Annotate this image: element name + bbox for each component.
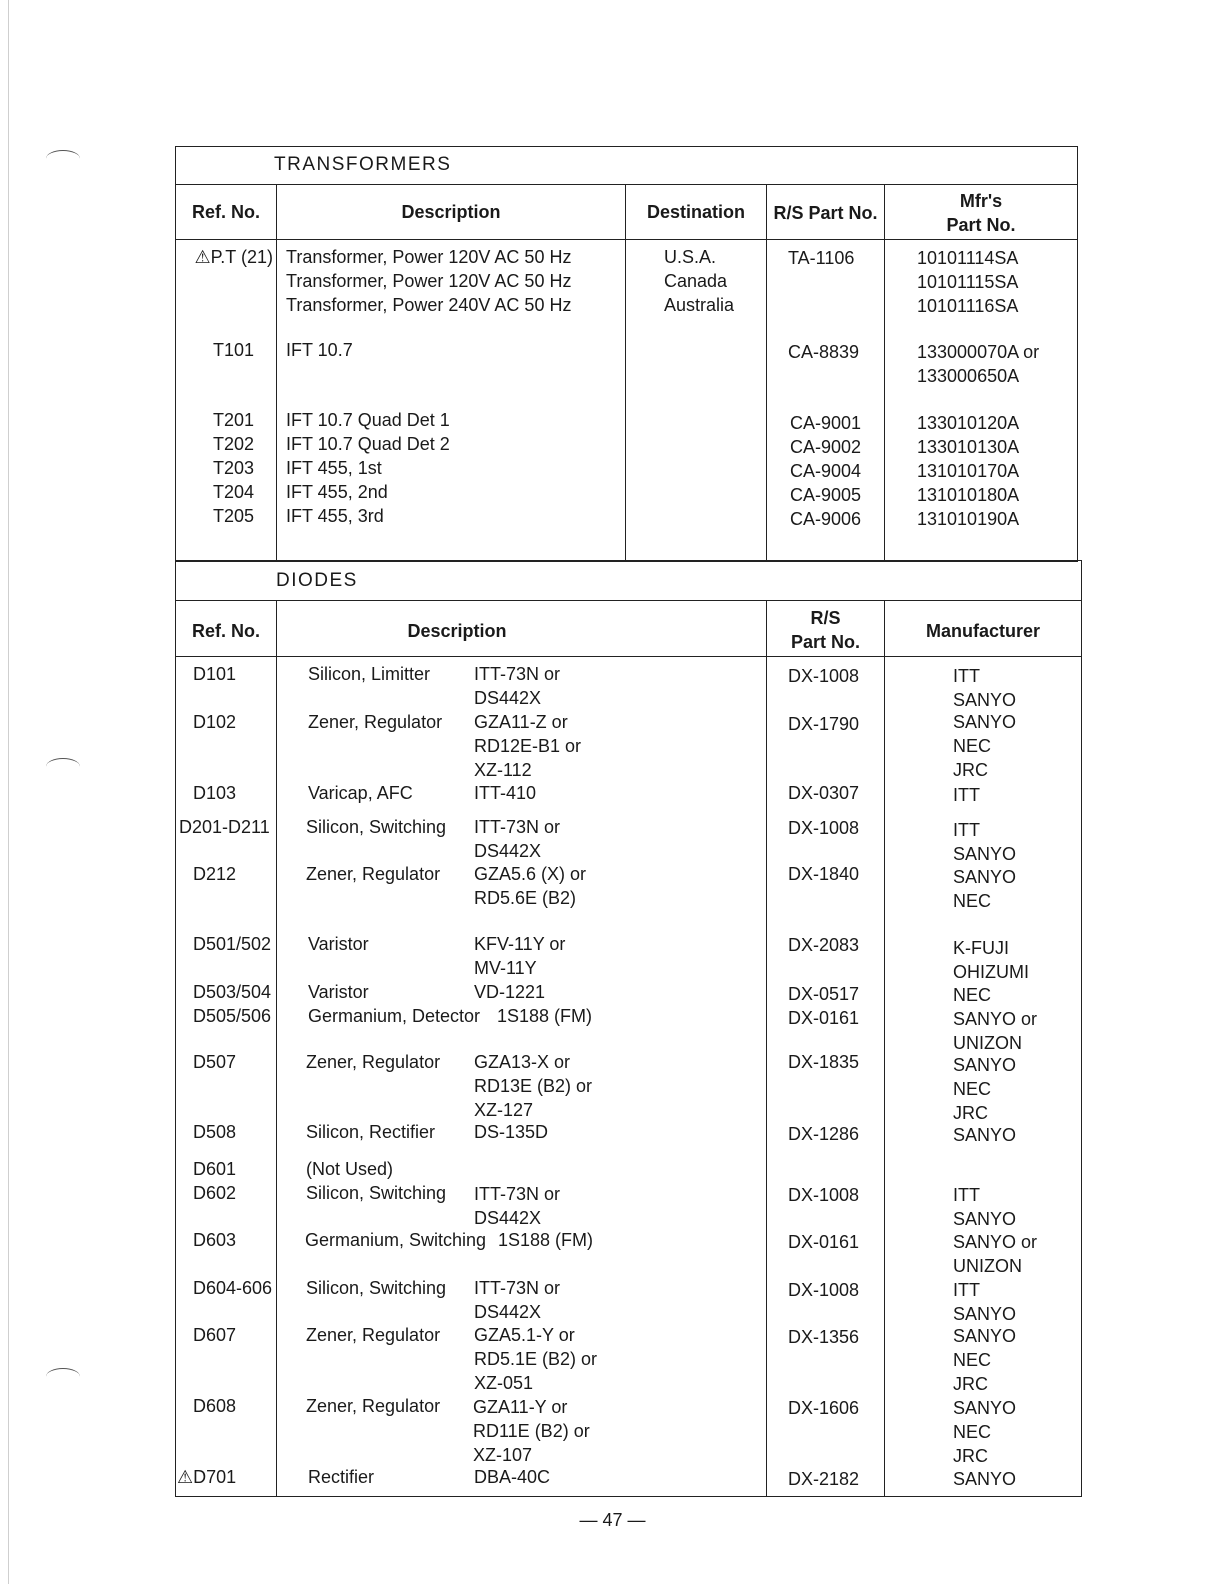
mfr-part-cell: 133010120A 133010130A 131010170A 131010180A 131010190A [917,413,1020,529]
ref-cell: D503/504 [193,982,272,1002]
manufacturer-cell: NEC [953,985,992,1005]
divider [766,600,767,1497]
ref-cell: ⚠D701 [177,1467,237,1487]
diodes-table [175,560,1082,1497]
description-cell: Varicap, AFC [308,783,413,803]
transformers-title: TRANSFORMERS [274,154,452,175]
punch-hole-mark [46,150,80,167]
rs-part-cell: DX-2083 [788,935,860,955]
mfr-part-cell: 10101114SA 10101115SA 10101116SA [917,248,1019,316]
manufacturer-cell: ITT SANYO [953,820,1017,864]
divider [625,184,626,562]
type-cell: GZA11-Y or RD11E (B2) or XZ-107 [473,1397,590,1465]
page-number: — 47 — [579,1510,646,1530]
description-cell: Silicon, Switching [306,1183,447,1203]
description-cell: Silicon, Switching [306,1278,447,1298]
diodes-title: DIODES [276,570,358,591]
rs-part-cell: DX-0517 [788,984,860,1004]
type-cell: ITT-410 [474,783,537,803]
manufacturer-cell: SANYO NEC JRC [953,712,1017,780]
type-cell: ITT-73N or DS442X [474,817,561,861]
manufacturer-cell: SANYO NEC [953,867,1017,911]
rs-part-cell: DX-1840 [788,864,860,884]
divider [175,239,1078,240]
description-cell: Varistor [308,982,369,1002]
divider [766,184,767,562]
description-cell: IFT 10.7 [286,340,353,360]
type-cell: 1S188 (FM) [497,1006,593,1026]
manufacturer-cell: ITT SANYO [953,1185,1017,1229]
manufacturer-cell: K-FUJI OHIZUMI [953,938,1029,982]
manufacturer-cell: SANYO [953,1469,1017,1489]
type-cell: GZA13-X or RD13E (B2) or XZ-127 [474,1052,593,1120]
header-rs-part-no: R/S Part No. [790,608,860,652]
rs-part-cell: DX-1286 [788,1124,860,1144]
rs-part-cell: DX-2182 [788,1469,860,1489]
description-cell: Silicon, Switching [306,817,447,837]
type-cell: GZA5.1-Y or RD5.1E (B2) or XZ-051 [474,1325,598,1393]
type-cell: VD-1221 [474,982,546,1002]
type-cell: ITT-73N or DS442X [474,1278,561,1322]
type-cell: DBA-40C [474,1467,551,1487]
description-cell: Zener, Regulator [306,1396,441,1416]
rs-part-cell: DX-1835 [788,1052,860,1072]
description-cell: Zener, Regulator [306,1052,441,1072]
ref-cell: D508 [193,1122,237,1142]
ref-cell: D601 [193,1159,237,1179]
type-cell: ITT-73N or DS442X [474,1184,561,1228]
rs-part-cell: DX-1606 [788,1398,860,1418]
divider [175,600,1082,601]
ref-cell: D604-606 [193,1278,273,1298]
description-cell: Silicon, Limitter [308,664,431,684]
divider [276,184,277,562]
description-cell: Germanium, Detector [308,1006,481,1026]
rs-part-cell: DX-1790 [788,714,860,734]
ref-cell: T101 [212,340,254,360]
manufacturer-cell: SANYO or UNIZON [953,1009,1038,1053]
ref-cell: D603 [193,1230,237,1250]
ref-cell: ⚠P.T (21) [194,247,273,267]
manufacturer-cell: SANYO NEC JRC [953,1398,1017,1466]
description-cell: Zener, Regulator [306,864,441,884]
description-cell: Germanium, Switching [305,1230,487,1250]
ref-cell: D507 [193,1052,237,1072]
type-cell: GZA11-Z or RD12E-B1 or XZ-112 [474,712,582,780]
manufacturer-cell: SANYO [953,1125,1017,1145]
rs-part-cell: TA-1106 [788,248,855,268]
ref-cell: D101 [193,664,237,684]
ref-cell: D505/506 [193,1006,272,1026]
manufacturer-cell: ITT SANYO [953,1280,1017,1324]
type-cell: ITT-73N or DS442X [474,664,561,708]
manufacturer-cell: SANYO NEC JRC [953,1326,1017,1394]
rs-part-cell: DX-1008 [788,1280,860,1300]
manufacturer-cell: SANYO or UNIZON [953,1232,1038,1276]
ref-cell: D103 [193,783,237,803]
ref-cell: D102 [193,712,237,732]
description-cell: (Not Used) [306,1159,394,1179]
header-destination: Destination [646,202,745,222]
ref-cell: D602 [193,1183,237,1203]
ref-cell: D607 [193,1325,237,1345]
description-cell: Varistor [308,934,369,954]
ref-cell: D201-D211 [179,817,270,837]
header-description: Description [401,202,501,222]
description-cell: Zener, Regulator [308,712,443,732]
punch-hole-mark [46,1368,80,1385]
rs-part-cell: DX-1008 [788,666,860,686]
header-mfr-part-no: Mfr's Part No. [946,191,1016,235]
description-cell: Rectifier [308,1467,375,1487]
ref-cell: D501/502 [193,934,272,954]
header-description: Description [407,621,507,641]
rs-part-cell: DX-1008 [788,818,860,838]
ref-cell: D608 [193,1396,237,1416]
manufacturer-cell: ITT [953,785,980,805]
rs-part-cell: DX-0161 [788,1232,860,1252]
type-cell: GZA5.6 (X) or RD5.6E (B2) [474,864,587,908]
type-cell: 1S188 (FM) [498,1230,594,1250]
type-cell: KFV-11Y or MV-11Y [474,934,566,978]
rs-part-cell: DX-0161 [788,1008,860,1028]
description-cell: Transformer, Power 120V AC 50 Hz Transformer, Power 120V AC 50 Hz Transformer, Power 240V AC 50 Hz [286,247,572,315]
manufacturer-cell: SANYO NEC JRC [953,1055,1017,1123]
manufacturer-cell: ITT SANYO [953,666,1017,710]
rs-part-cell: DX-1008 [788,1185,860,1205]
header-rs-part-no: R/S Part No. [773,203,878,223]
rs-part-cell: DX-0307 [788,783,860,803]
ref-cell: T201 T202 T203 T204 T205 [212,410,254,526]
description-cell: Silicon, Rectifier [306,1122,436,1142]
rs-part-cell: CA-9001 CA-9002 CA-9004 CA-9005 CA-9006 [790,413,862,529]
rs-part-cell: DX-1356 [788,1327,860,1347]
header-ref-no: Ref. No. [191,621,260,641]
mfr-part-cell: 133000070A or 133000650A [917,342,1040,386]
rs-part-cell: CA-8839 [788,342,860,362]
destination-cell: U.S.A. Canada Australia [664,247,735,315]
divider [276,600,277,1497]
header-manufacturer: Manufacturer [925,621,1041,641]
description-cell: IFT 10.7 Quad Det 1 IFT 10.7 Quad Det 2 IFT 455, 1st IFT 455, 2nd IFT 455, 3rd [286,410,450,526]
divider [884,184,885,562]
description-cell: Zener, Regulator [306,1325,441,1345]
punch-hole-mark [46,758,80,775]
divider [175,656,1082,657]
divider [884,600,885,1497]
scan-edge [8,0,9,1584]
header-ref-no: Ref. No. [191,202,260,222]
type-cell: DS-135D [474,1122,549,1142]
ref-cell: D212 [193,864,237,884]
divider [175,184,1078,185]
